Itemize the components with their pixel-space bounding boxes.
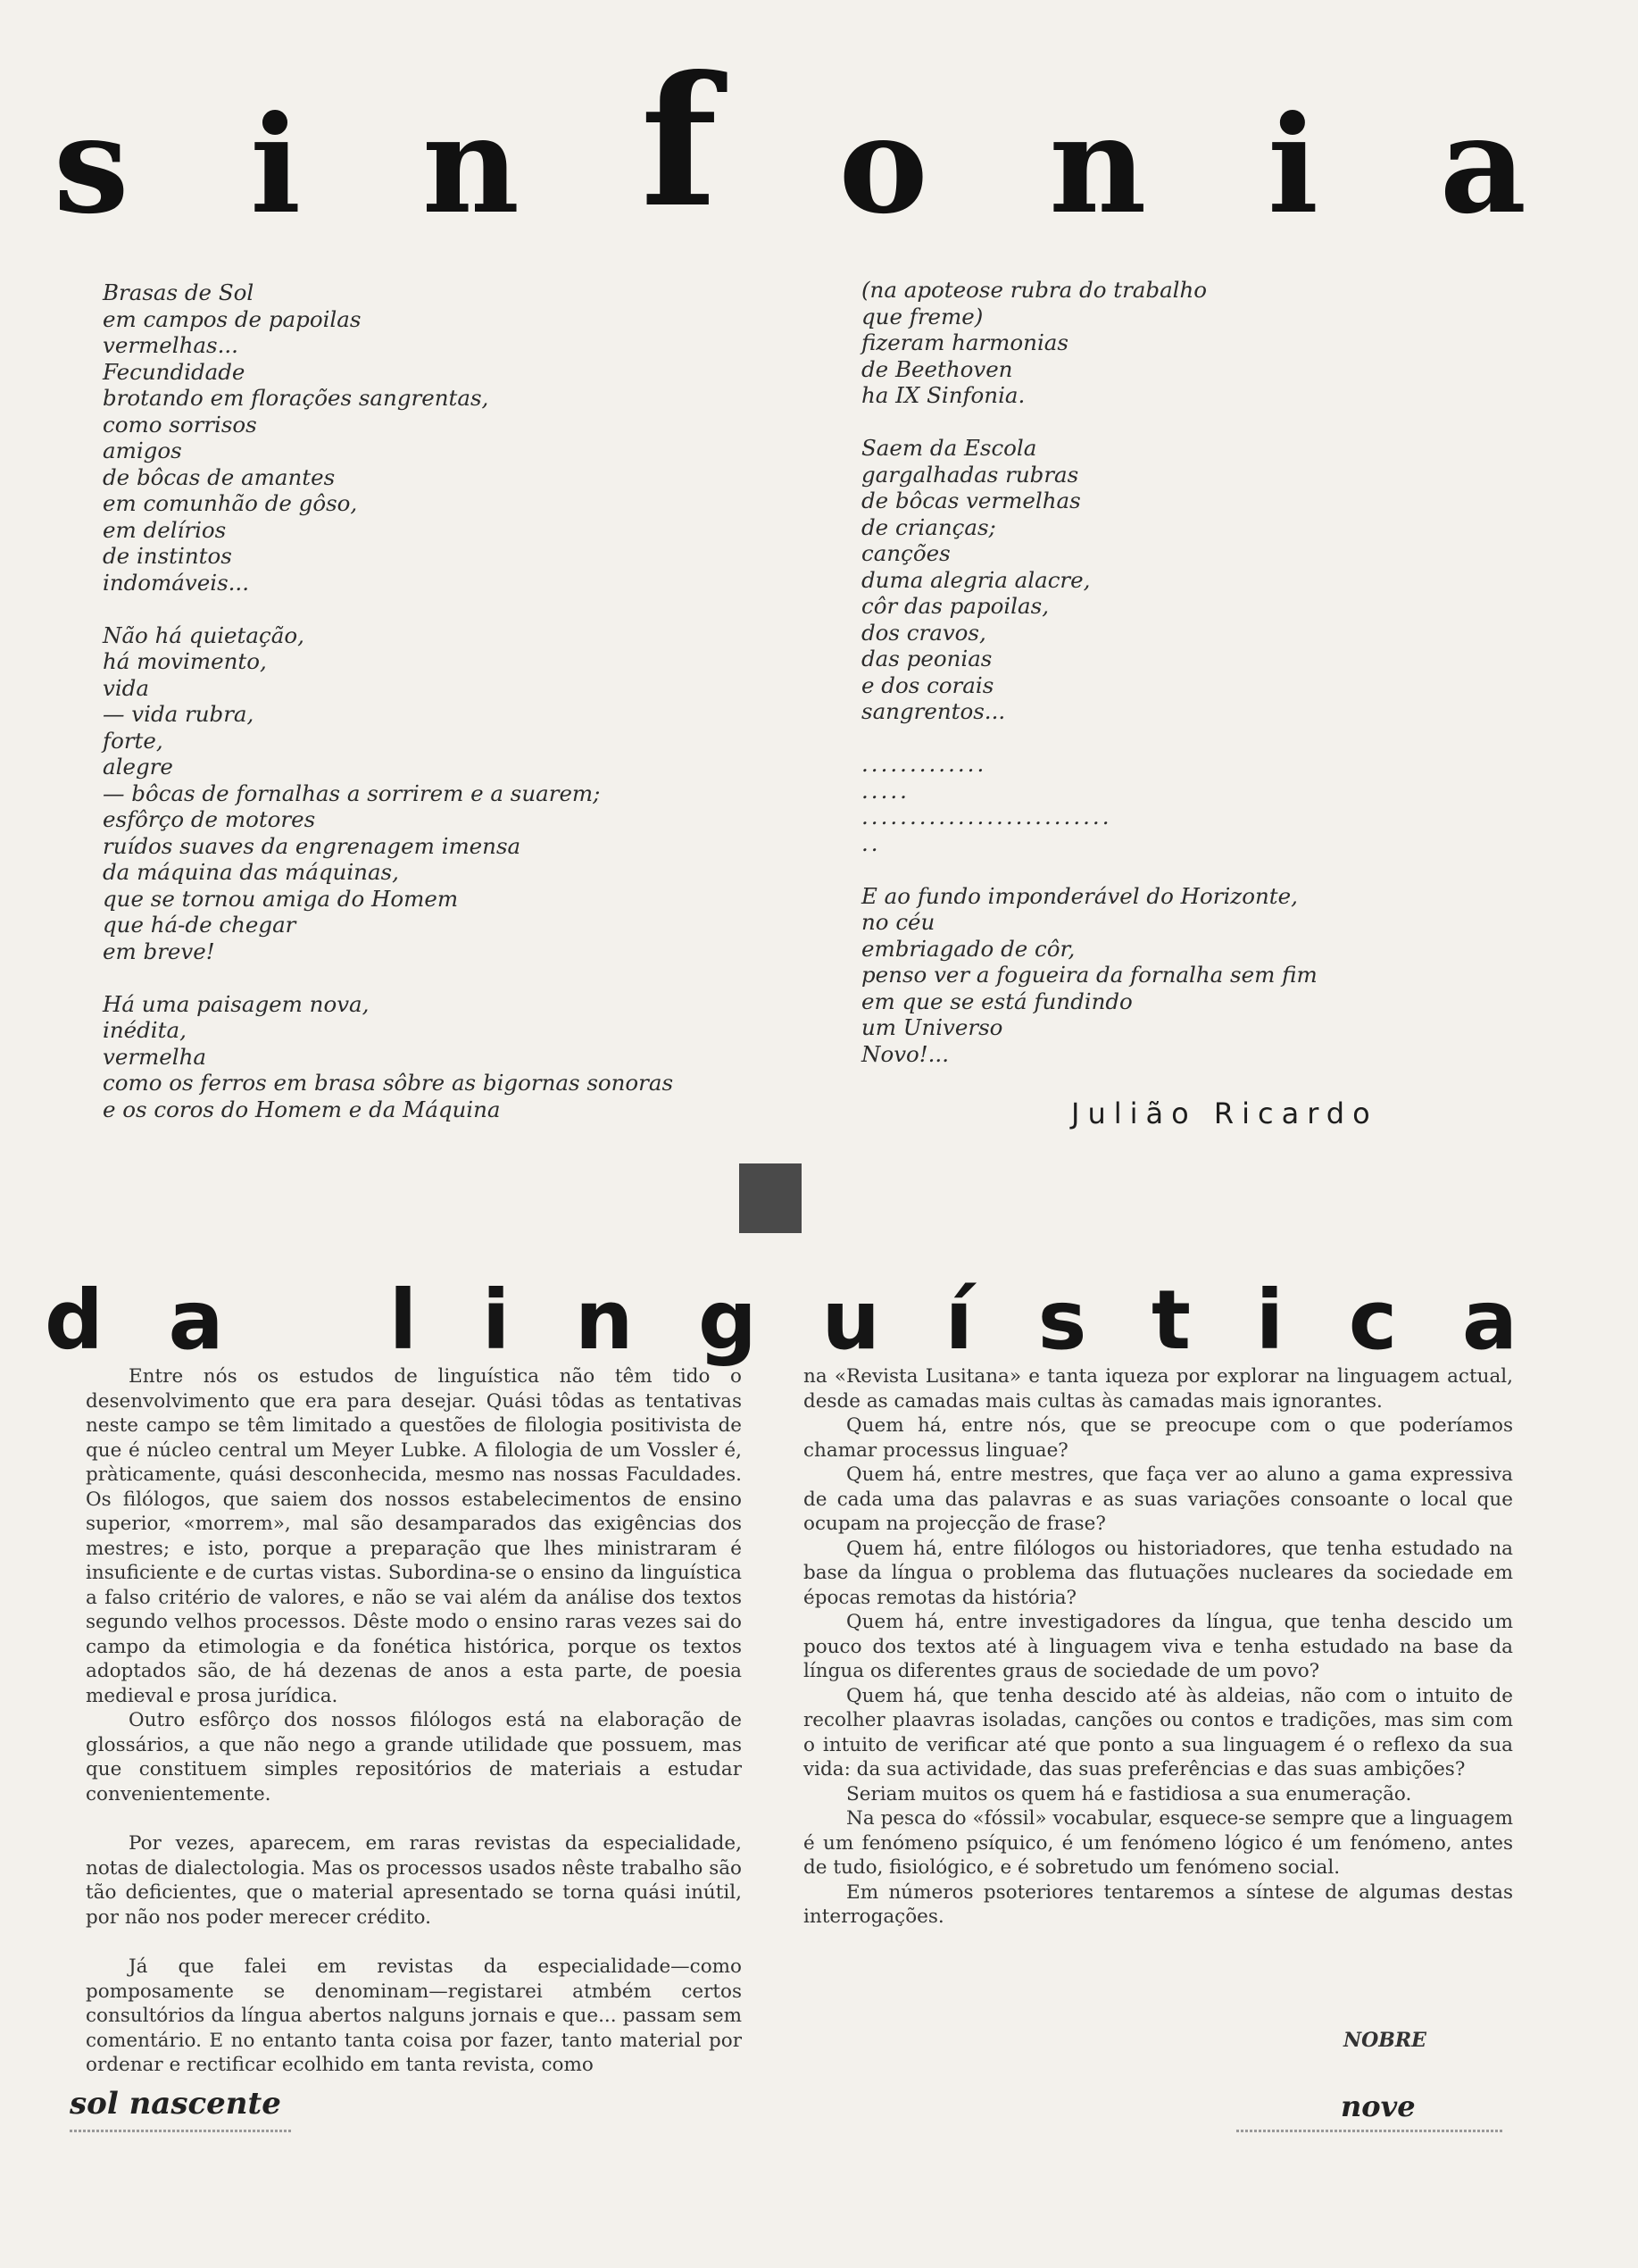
article-paragraph: Seriam muitos os quem há e fastidiosa a sua enumeração. (846, 1782, 1412, 1805)
poem-line: vermelhas... (103, 332, 238, 358)
poem-line: penso ver a fogueira da fornalha sem fim (861, 962, 1318, 988)
poem-title-letter: i (250, 87, 302, 244)
article-title-letter: c (1348, 1272, 1398, 1368)
article-title-letter: l (388, 1272, 418, 1368)
poem-stanza (103, 622, 781, 965)
article-title-letter: i (481, 1272, 511, 1368)
poem-ellipsis-stanza (861, 751, 1540, 856)
poem-line: inédita, (103, 1017, 187, 1043)
poem-title-letter: i (1268, 87, 1319, 244)
article-title (45, 1255, 1517, 1368)
article-title-letter: t (1152, 1272, 1191, 1368)
poem-line: — vida rubra, (103, 701, 254, 727)
footer-rule-right (1236, 2130, 1504, 2132)
article-paragraph: Por vezes, aparecem, em raras revistas da especialidade, notas de dialectologia. Mas os processos usados nêste trabalho são tão deficientes, que o material apresentado se torna quási inútil, por não nos poder merecer crédito. (86, 1832, 742, 1929)
poem-line: de instintos (103, 543, 232, 569)
poem-title-letter: s (54, 87, 129, 244)
poem-line: dos cravos, (861, 619, 986, 646)
section-divider-square (739, 1163, 802, 1233)
poem-line: Não há quietação, (103, 621, 304, 648)
poem-line: forte, (103, 727, 163, 754)
poem-line: como os ferros em brasa sôbre as bigornas sonoras (103, 1070, 674, 1096)
poem-line: ha IX Sinfonia. (861, 382, 1026, 408)
poem-line: vida (103, 674, 149, 701)
poem-line: há movimento, (103, 648, 267, 674)
poem-line: Saem da Escola (861, 435, 1037, 461)
article-paragraph: Entre nós os estudos de linguística não têm tido o desenvolvimento que era para desejar. Quási tôdas as tentativas neste campo se têm limitado a questões de filologia positivista de que é núcleo central um Meyer Lubke. A filologia de um Vossler é, pràticamente, quási desconhecida, mesmo nas nossas Faculdades. Os filólogos, que saiem dos nossos estabelecimentos de ensino superior, «morrem», mal são desamparados das exigências dos mestres; e isto, porque a preparação que lhes ministraram é insuficiente e de curtas vistas. Subordina-se o ensino da linguística a falso critério de valores, e não se vai além da análise dos textos segundo velhos processos. Dêste modo o ensino raras vezes sai do campo da etimologia e da fonética histórica, porque os textos adoptados são, de há dezenas de anos a esta parte, de poesia medieval e prosa jurídica. (86, 1365, 742, 1707)
article-title-letter: s (1037, 1272, 1087, 1368)
article-paragraph: Quem há, entre investigadores da língua, que tenha descido um pouco dos textos até à linguagem viva e tenha estudado na base da língua os diferentes graus de sociedade de um povo? (803, 1611, 1513, 1682)
poem-dot-line: .. (861, 830, 881, 856)
article-title-letter: n (574, 1272, 634, 1368)
poem-title (54, 38, 1526, 247)
poem-line: que há-de chegar (103, 912, 296, 938)
article-title-letter: a (1461, 1272, 1517, 1368)
poem-line: esfôrço de motores (103, 806, 316, 832)
poem-line: que se tornou amiga do Homem (103, 885, 459, 912)
poem-line: gargalhadas rubras (861, 461, 1079, 488)
poem-line: das peonias (861, 646, 993, 671)
article-signature: NOBRE (1343, 2029, 1426, 2052)
article-paragraph: Em números psoteriores tentaremos a síntese de algumas destas interrogações. (803, 1880, 1513, 1928)
poem-line: de Beethoven (861, 355, 1013, 382)
poem-line: um Universo (861, 1014, 1003, 1040)
poem-line: (na apoteose rubra do trabalho (861, 277, 1208, 303)
poem-line: ruídos suaves da engrenagem imensa (103, 832, 521, 859)
poem-line: — bôcas de fornalhas a sorrirem e a suarem; (103, 780, 601, 806)
footer-publication-name: sol nascente (70, 2086, 281, 2122)
poem-line: em que se está fundindo (861, 988, 1133, 1014)
poem-line: em delírios (103, 516, 227, 543)
poem-title-letter: n (1049, 87, 1147, 244)
poem-line: amigos (103, 438, 182, 463)
article-paragraph: Quem há, entre filólogos ou historiadores, que tenha estudado na base da língua o problema das flutuações nucleares da sociedade em épocas remotas da história? (803, 1537, 1513, 1609)
poem-stanza (103, 991, 781, 1123)
poem-dot-line: ............. (861, 751, 987, 777)
poem-line: embriagado de côr, (861, 935, 1076, 962)
poem-line: da máquina das máquinas, (103, 859, 399, 885)
poem-line: Novo!... (861, 1040, 949, 1067)
article-title-letter: í (944, 1272, 974, 1368)
poem-stanza (103, 279, 781, 596)
article-paragraph: Já que falei em revistas da especialidade—como pomposamente se denominam—registarei atmbém certos consultórios da língua abertos nalguns jornais e que... passam sem comentário. E no entanto tanta coisa por fazer, tanto material por ordenar e rectificar ecolhido em tanta revista, como (86, 1955, 742, 2076)
article-paragraph: Outro esfôrço dos nossos filólogos está na elaboração de glossários, a que não nego a grande utilidade que possuem, mas que constituem simples repositórios de materiais a estudar convenientemente. (86, 1709, 742, 1805)
poem-line: indomáveis... (103, 569, 249, 596)
poem-line: canções (861, 540, 951, 566)
poem-line: em campos de papoilas (103, 305, 362, 332)
poem-line: Há uma paisagem nova, (103, 990, 370, 1017)
article-paragraph: Na pesca do «fóssil» vocabular, esquece-se sempre que a linguagem é um fenómeno psíquico, é um fenómeno lógico é um fenómeno, antes de tudo, fisiológico, e é sobretudo um fenómeno social. (803, 1807, 1513, 1879)
poem-title-letter: n (421, 87, 520, 244)
poem-line: em breve! (103, 938, 215, 964)
poem-line: côr das papoilas, (861, 593, 1049, 619)
poem-line: fizeram harmonias (861, 329, 1068, 355)
poem-line: em comunhão de gôso, (103, 490, 358, 516)
poem-title-letter: o (838, 87, 928, 244)
poem-line: E ao fundo imponderável do Horizonte, (861, 882, 1298, 909)
poem-line: vermelha (103, 1043, 207, 1070)
poem-stanza (861, 435, 1540, 725)
article-paragraph: Quem há, entre nós, que se preocupe com o que poderíamos chamar processus linguae? (803, 1414, 1513, 1462)
poem-title-letter: f (640, 38, 718, 247)
footer-rule-left (70, 2130, 293, 2132)
article-title-letter: g (698, 1272, 757, 1368)
poem-line: de bôcas vermelhas (861, 488, 1081, 513)
poem-line: Brasas de Sol (103, 279, 254, 305)
poem-title-letter: a (1439, 87, 1526, 244)
poem-stanza (861, 277, 1540, 409)
poem-line: duma alegria alacre, (861, 566, 1091, 593)
poem-line: Fecundidade (103, 358, 245, 385)
article-title-letter: u (821, 1272, 880, 1368)
poem-dot-line: .......................... (861, 804, 1112, 830)
poem-line: alegre (103, 754, 173, 780)
poem-author: Julião Ricardo (1071, 1096, 1378, 1130)
footer-page-number: nove (1341, 2089, 1416, 2123)
poem-line: de crianças; (861, 513, 996, 540)
poem-left-column (103, 279, 781, 1149)
poem-line: e dos corais (861, 671, 994, 698)
poem-line: que freme) (861, 303, 984, 329)
article-title-letter: a (168, 1272, 224, 1368)
poem-line: sangrentos... (861, 698, 1006, 724)
poem-dot-line: ..... (861, 777, 910, 804)
article-paragraph: na «Revista Lusitana» e tanta iqueza por explorar na linguagem actual, desde as camadas mais cultas às camadas mais ignorantes. (803, 1365, 1513, 1413)
article-right-column (803, 1364, 1513, 1930)
poem-line: de bôcas de amantes (103, 463, 336, 490)
article-title-letter: i (1255, 1272, 1285, 1368)
poem-right-column (861, 277, 1540, 1094)
article-left-column (86, 1364, 742, 2078)
poem-line: brotando em florações sangrentas, (103, 385, 489, 411)
poem-line: como sorrisos (103, 411, 257, 438)
article-title-letter: d (45, 1272, 104, 1368)
article-paragraph: Quem há, que tenha descido até às aldeias, não com o intuito de recolher plaavras isoladas, canções ou contos e tradições, mas sim com o intuito de verificar até que ponto a sua linguagem é o reflexo da sua vida: da sua actividade, das suas preferências e das suas ambições? (803, 1684, 1513, 1780)
poem-line: no céu (861, 909, 935, 935)
article-paragraph: Quem há, entre mestres, que faça ver ao aluno a gama expressiva de cada uma das palavras e as suas variações consoante o local que ocupam na projecção de frase? (803, 1463, 1513, 1535)
poem-stanza (861, 883, 1540, 1068)
poem-line: e os coros do Homem e da Máquina (103, 1096, 501, 1122)
